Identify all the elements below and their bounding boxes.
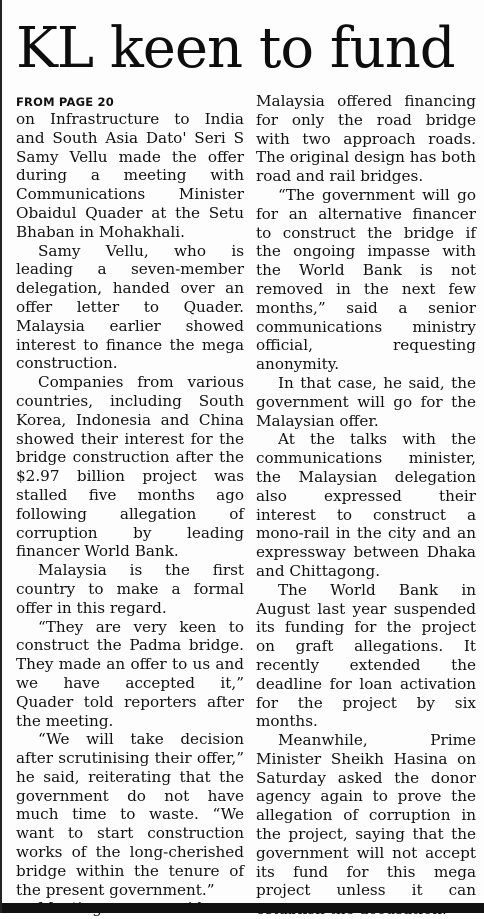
paragraph: “They are very keen to construct the Padma bridge. They made an offer to us and we have accepted it,” Quader told reporters after the meeting. [16, 617, 244, 730]
continuation-kicker: FROM PAGE 20 [16, 95, 114, 109]
paragraph: Samy Vellu, who is leading a seven-member delegation, handed over an offer letter to Quader. Malaysia earlier showed interest to finance the mega construction. [16, 241, 244, 373]
paragraph: In that case, he said, the government will go for the Malaysian offer. [256, 373, 476, 430]
paragraph: “The government will go for an alternative financer to construct the bridge if the ongoing impasse with the World Bank is not removed in the next few months,” said a senior communications ministry official, requesting anonymity. [256, 185, 476, 374]
paragraph: At the talks with the communications minister, the Malaysian delegation also expressed their interest to construct a mono-rail in the city and an expressway between Dhaka and Chittagong. [256, 430, 476, 580]
headline: KL keen to fund [16, 16, 455, 81]
paragraph: Malaysia is the first country to make a formal offer in this regard. [16, 561, 244, 617]
paragraph: on Infrastructure to India and South Asia Dato' Seri S Samy Vellu made the offer during a meeting with Communications Minister Obaidul Quader at the Setu Bhaban in Mohakhali. [16, 110, 244, 241]
left-column [16, 92, 244, 918]
paragraph: Malaysia offered financing for only the road bridge with two approach roads. The original design has both road and rail bridges. [256, 92, 476, 186]
paragraph: “We will take decision after scrutinising their offer,” he said, reiterating that the government do not have much time to waste. “We want to start construction works of the long-cherished bridge within the tenure of the present government.” [16, 730, 244, 899]
paragraph: Companies from various countries, including South Korea, Indonesia and China showed their interest for the bridge construction after the $2.97 billion project was stalled five months ago following allegation of corruption by leading financer World Bank. [16, 373, 244, 561]
paragraph: The World Bank in August last year suspended its funding for the project on graft allegations. It recently extended the deadline for loan activation for the project by six months. [256, 580, 476, 731]
right-column [256, 92, 476, 919]
bottom-edge-bar [2, 903, 484, 913]
paragraph: Meanwhile, Prime Minister Sheikh Hasina on Saturday asked the donor agency again to prove the allegation of corruption in the project, saying that the government will not accept its fund for this mega project unless it can [256, 731, 476, 900]
